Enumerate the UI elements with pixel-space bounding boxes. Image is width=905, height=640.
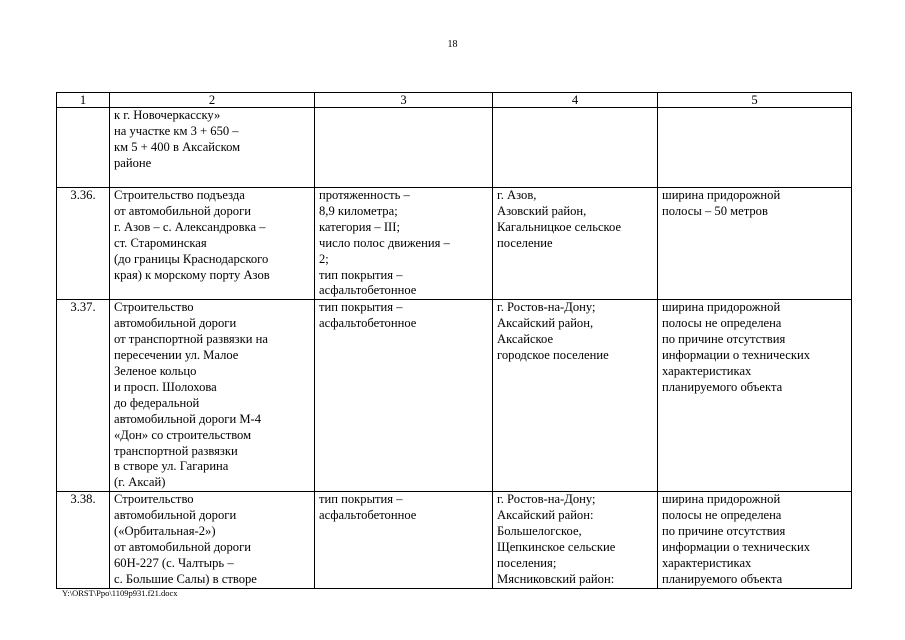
- object-location: г. Азов, Азовский район, Кагальницкое сельское поселение: [493, 188, 658, 300]
- table-row: [57, 492, 852, 588]
- object-name: Строительство автомобильной дороги от транспортной развязки на пересечении ул. Малое Зеленое кольцо и просп. Шолохова до федеральной автомобильной дороги М-4 «Дон» со строительством транспортной развязки в створе ул. Гагарина (г. Аксай): [110, 300, 315, 492]
- object-location: г. Ростов-на-Дону; Аксайский район, Аксайское городское поселение: [493, 300, 658, 492]
- column-header-5: 5: [658, 93, 852, 108]
- object-location: г. Ростов-на-Дону; Аксайский район: Большелогское, Щепкинское сельские поселения; Мясниковский район:: [493, 492, 658, 588]
- column-header-4: 4: [493, 93, 658, 108]
- document-table: [56, 92, 852, 589]
- page-number: 18: [447, 39, 458, 50]
- object-zone: [658, 108, 852, 188]
- object-zone: ширина придорожной полосы не определена по причине отсутствия информации о технических характеристиках планируемого объекта: [658, 300, 852, 492]
- row-number: 3.37.: [57, 300, 110, 492]
- row-number: 3.38.: [57, 492, 110, 588]
- object-characteristics: тип покрытия – асфальтобетонное: [315, 492, 493, 588]
- object-name: Строительство автомобильной дороги («Орбитальная-2») от автомобильной дороги 60Н-227 (с. Чалтырь – с. Большие Салы) в створе: [110, 492, 315, 588]
- table-row: [57, 108, 852, 188]
- column-header-2: 2: [110, 93, 315, 108]
- object-zone: ширина придорожной полосы – 50 метров: [658, 188, 852, 300]
- footer-file-path: Y:\ORST\Ppo\1109p931.f21.docx: [62, 588, 178, 598]
- object-name: к г. Новочеркасску» на участке км 3 + 650 – км 5 + 400 в Аксайском районе: [110, 108, 315, 188]
- object-location: [493, 108, 658, 188]
- object-characteristics: тип покрытия – асфальтобетонное: [315, 300, 493, 492]
- object-characteristics: [315, 108, 493, 188]
- object-name: Строительство подъезда от автомобильной дороги г. Азов – с. Александровка – ст. Староминская (до границы Краснодарского края) к морскому порту Азов: [110, 188, 315, 300]
- table-row: [57, 188, 852, 300]
- column-header-3: 3: [315, 93, 493, 108]
- column-header-1: 1: [57, 93, 110, 108]
- row-number: [57, 108, 110, 188]
- object-characteristics: протяженность – 8,9 километра; категория – III; число полос движения – 2; тип покрытия – асфальтобетонное: [315, 188, 493, 300]
- object-zone: ширина придорожной полосы не определена по причине отсутствия информации о технических характеристиках планируемого объекта: [658, 492, 852, 588]
- table-header-row: [57, 93, 852, 108]
- table-row: [57, 300, 852, 492]
- row-number: 3.36.: [57, 188, 110, 300]
